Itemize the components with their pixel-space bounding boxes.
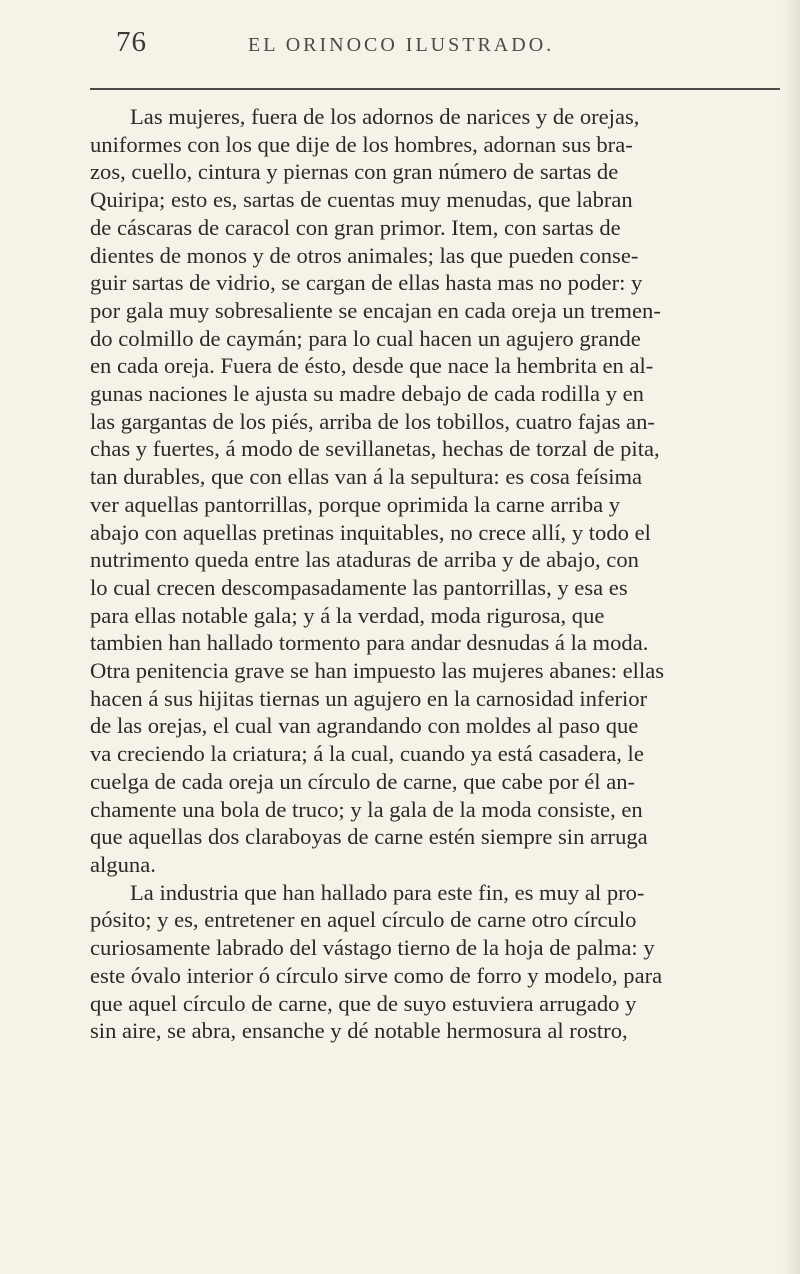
text-line: Quiripa; esto es, sartas de cuentas muy menudas, que labran <box>90 187 633 213</box>
text-line: dientes de monos y de otros animales; las que pueden conse- <box>90 242 639 268</box>
page-header <box>108 26 778 62</box>
text-line: Otra penitencia grave se han impuesto las mujeres abanes: ellas <box>90 658 665 684</box>
text-line: ver aquellas pantorrillas, porque oprimida la carne arriba y <box>90 491 621 517</box>
text-line: abajo con aquellas pretinas inquitables, no crece allí, y todo el <box>90 519 651 545</box>
text-line: guir sartas de vidrio, se cargan de ellas hasta mas no poder: y <box>90 270 643 296</box>
text-line: do colmillo de caymán; para lo cual hacen un agujero grande <box>90 325 641 351</box>
text-line: zos, cuello, cintura y piernas con gran número de sartas de <box>90 159 619 185</box>
body-text <box>90 103 790 1045</box>
text-line: por gala muy sobresaliente se encajan en cada oreja un tremen- <box>90 297 661 323</box>
text-line: tambien han hallado tormento para andar desnudas á la moda. <box>90 630 649 656</box>
text-line: que aquellas dos claraboyas de carne estén siempre sin arruga <box>90 824 648 850</box>
text-line: gunas naciones le ajusta su madre debajo de cada rodilla y en <box>90 381 644 407</box>
text-line: nutrimento queda entre las ataduras de arriba y de abajo, con <box>90 547 639 573</box>
text-line: sin aire, se abra, ensanche y dé notable hermosura al rostro, <box>90 1018 628 1044</box>
text-line: alguna. <box>90 851 156 877</box>
text-line: va creciendo la criatura; á la cual, cuando ya está casadera, le <box>90 741 644 767</box>
text-line: de cáscaras de caracol con gran primor. Item, con sartas de <box>90 214 621 240</box>
text-line: que aquel círculo de carne, que de suyo estuviera arrugado y <box>90 990 637 1016</box>
page-number: 76 <box>116 26 147 58</box>
text-line: tan durables, que con ellas van á la sepultura: es cosa feísima <box>90 464 643 490</box>
text-line: en cada oreja. Fuera de ésto, desde que nace la hembrita en al- <box>90 353 654 379</box>
header-rule <box>90 88 780 90</box>
text-line: lo cual crecen descompasadamente las pantorrillas, y esa es <box>90 574 628 600</box>
text-line: de las orejas, el cual van agrandando con moldes al paso que <box>90 713 639 739</box>
text-line: para ellas notable gala; y á la verdad, moda rigurosa, que <box>90 602 605 628</box>
text-line: Las mujeres, fuera de los adornos de narices y de orejas, <box>130 104 640 129</box>
running-title: EL ORINOCO ILUSTRADO. <box>248 34 555 56</box>
text-line: hacen á sus hijitas tiernas un agujero en la carnosidad inferior <box>90 685 648 711</box>
text-line: curiosamente labrado del vástago tierno de la hoja de palma: y <box>90 935 655 961</box>
text-line: las gargantas de los piés, arriba de los tobillos, cuatro fajas an- <box>90 408 655 434</box>
text-line: este óvalo interior ó círculo sirve como de forro y modelo, para <box>90 962 663 988</box>
text-line: La industria que han hallado para este fin, es muy al pro- <box>130 879 645 905</box>
text-line: uniformes con los que dije de los hombres, adornan sus bra- <box>90 131 633 157</box>
text-line: chamente una bola de truco; y la gala de la moda consiste, en <box>90 796 643 822</box>
text-line: chas y fuertes, á modo de sevillanetas, hechas de torzal de pita, <box>90 436 660 462</box>
text-line: cuelga de cada oreja un círculo de carne, que cabe por él an- <box>90 768 636 794</box>
text-line: pósito; y es, entretener en aquel círculo de carne otro círculo <box>90 907 637 933</box>
